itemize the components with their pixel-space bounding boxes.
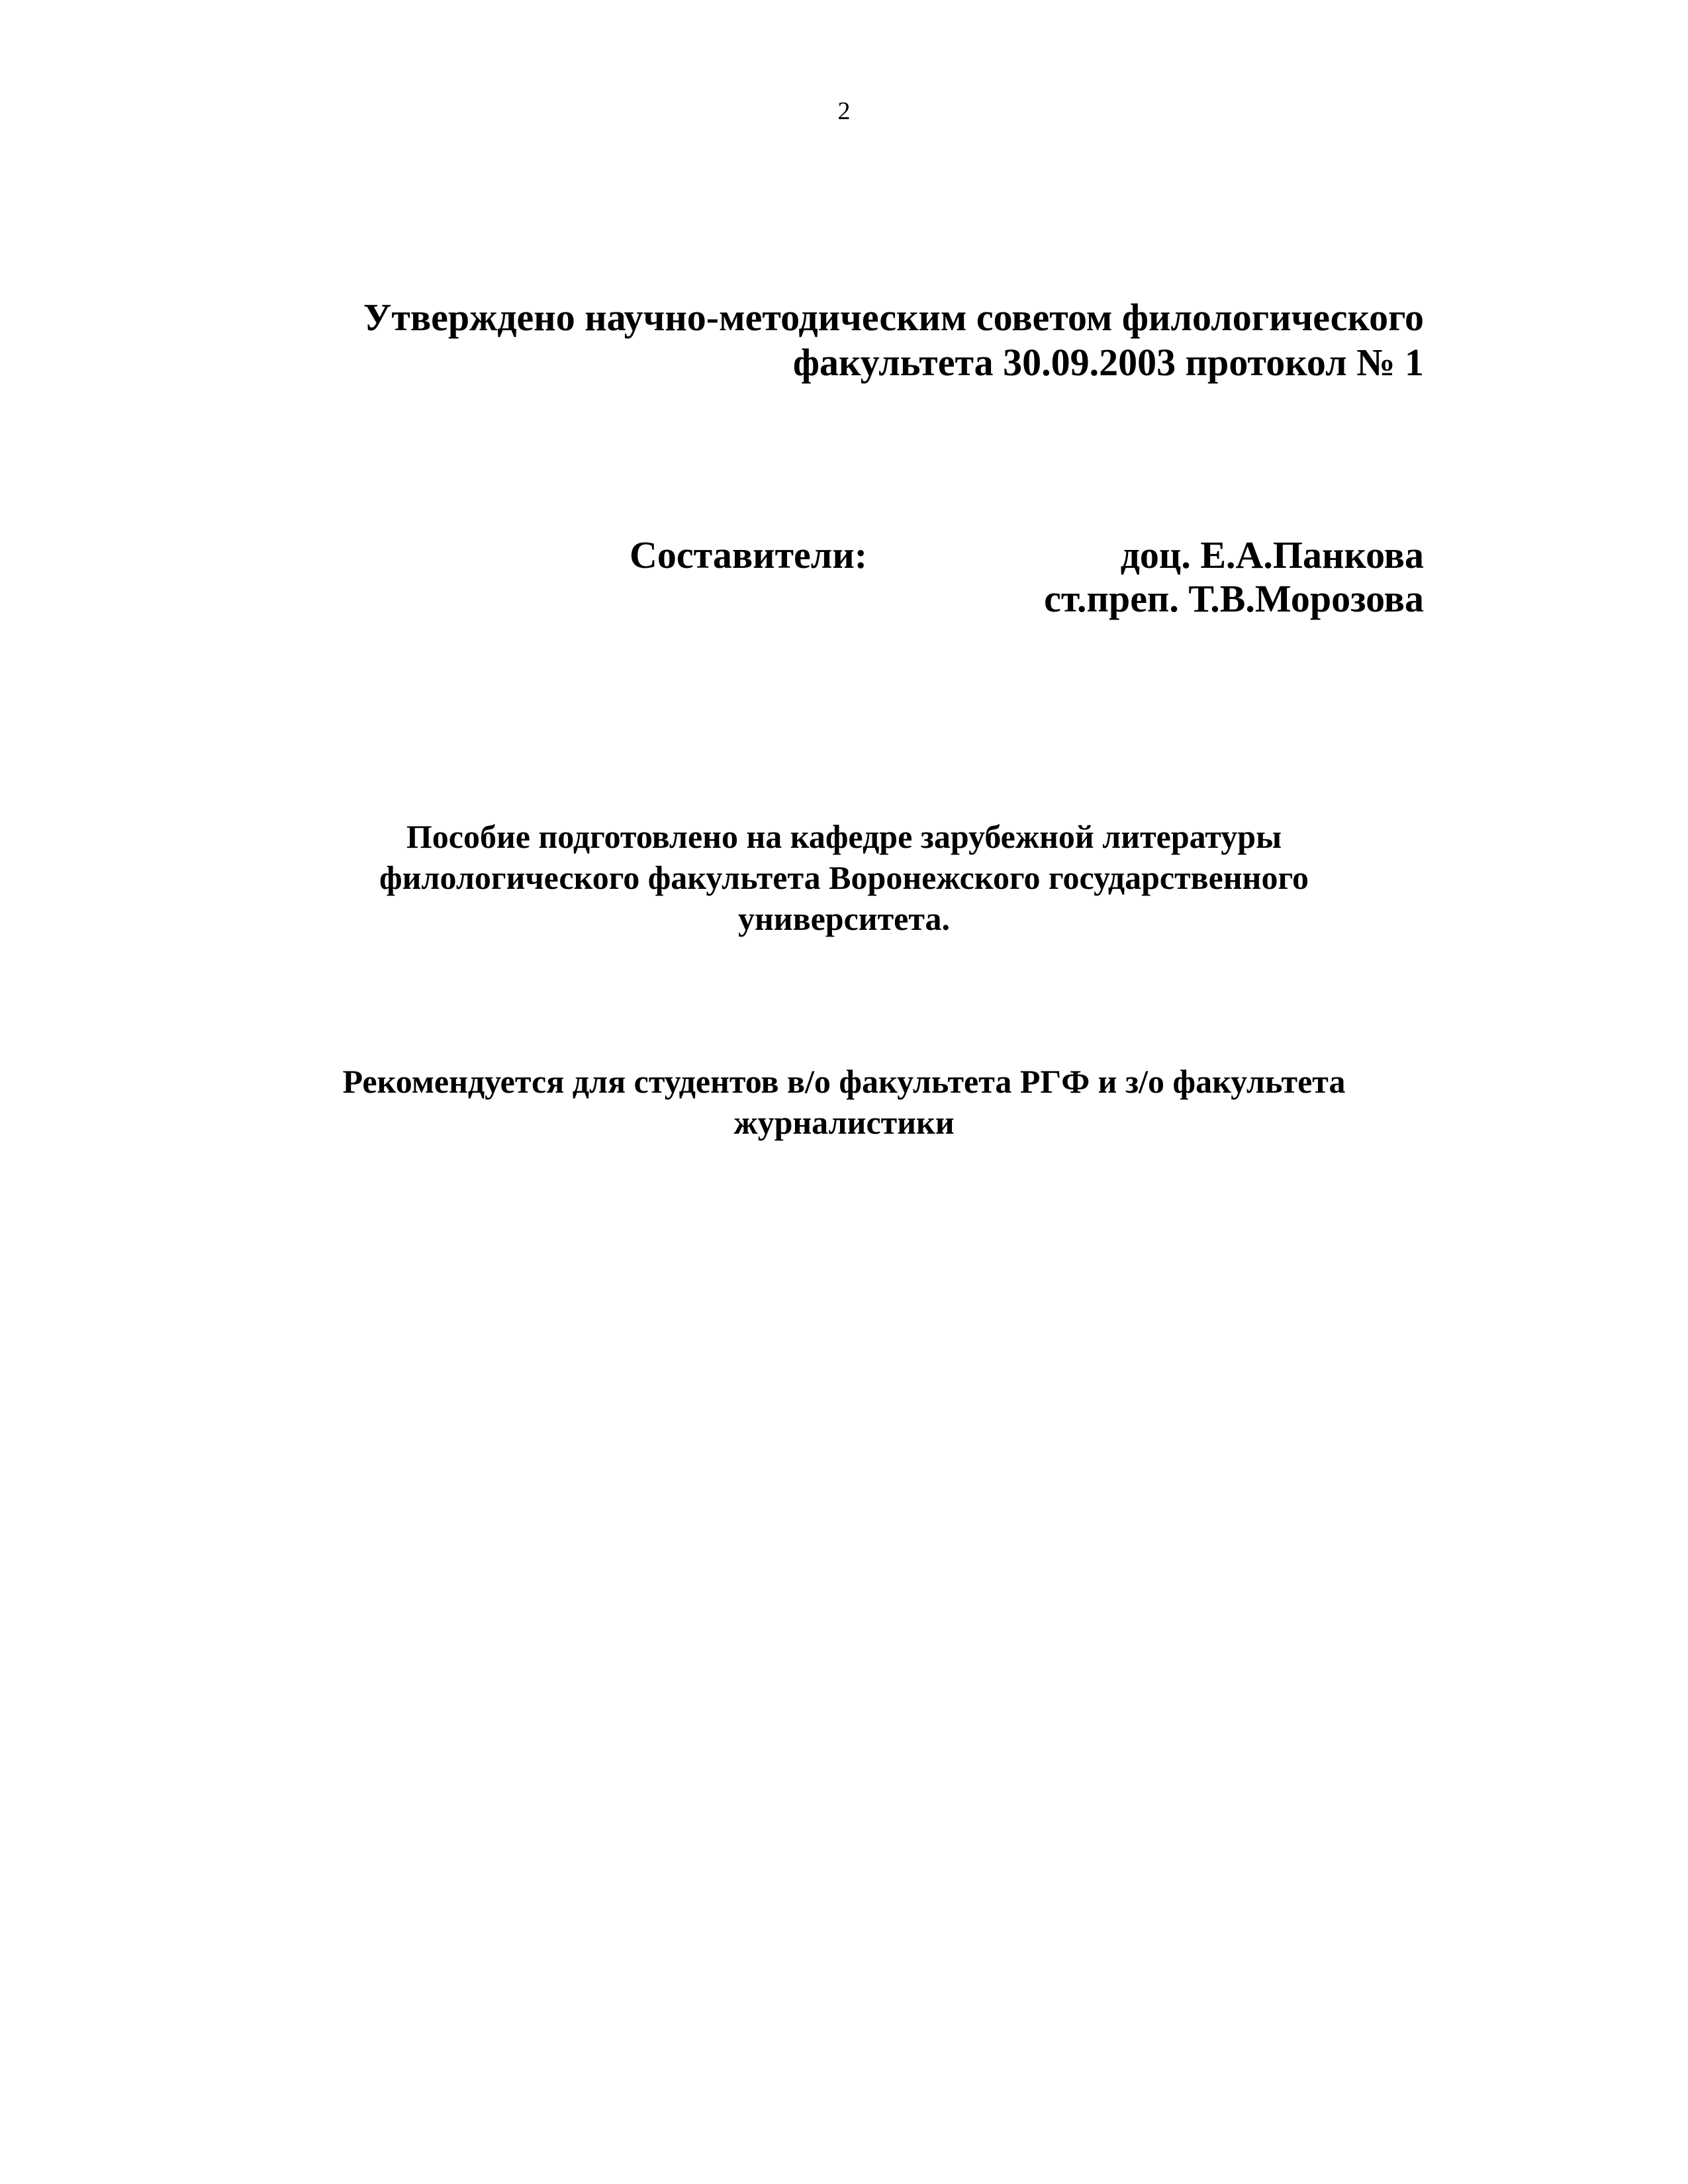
compilers-label: Составители: (630, 533, 868, 576)
compilers-row (630, 533, 1424, 577)
prepared-line: Пособие подготовлено на кафедре зарубежной литературы (406, 818, 1282, 855)
recommendation-statement (0, 1061, 1688, 1143)
prepared-line: филологического факультета Воронежского государственного (379, 859, 1309, 896)
compilers-block (630, 533, 1424, 621)
recommendation-line: Рекомендуется для студентов в/о факультета РГФ и з/о факультета (342, 1063, 1346, 1100)
recommendation-line: журналистики (733, 1104, 955, 1141)
approval-statement (199, 295, 1424, 385)
compiler-name: ст.преп. Т.В.Морозова (1044, 577, 1424, 620)
prepared-statement (0, 816, 1688, 939)
page-number: 2 (837, 97, 851, 125)
approval-line: Утверждено научно-методическим советом филологического (363, 296, 1424, 339)
approval-line: факультета 30.09.2003 протокол № 1 (792, 341, 1424, 384)
compilers-row (630, 577, 1424, 621)
compiler-name: доц. Е.А.Панкова (1120, 533, 1424, 576)
prepared-line: университета. (737, 900, 951, 937)
